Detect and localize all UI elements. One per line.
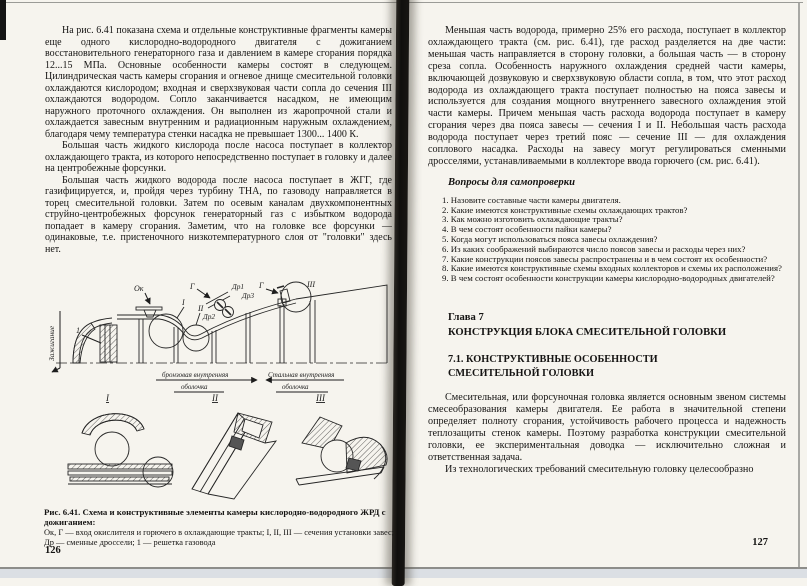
chapter-title: КОНСТРУКЦИЯ БЛОКА СМЕСИТЕЛЬНОЙ ГОЛОВКИ: [448, 326, 727, 338]
fig-label-ok: Ок: [134, 284, 144, 293]
fig-label-g1: Г: [190, 282, 195, 291]
paragraph: На рис. 6.41 показана схема и отдельные конструктивные фрагменты камеры еще одного кислородно-водородного двигателя с дожиганием восстановительного генераторного газа и давлением в камере сгорания порядка 12...15 МПа. Основные особенности камеры состоят в следующем. Цилиндрическая часть камеры сгорания и огневое днище смесительной головки охлаждаются кислородом; входная и сверхзвуковая части сопла до сечения III охлаждаются водородом. Сопло заканчивается насадком, не имеющим наружного проточного охлаждения. Он выполнен из жаропрочной стали и охлаждается завесным внутренним и радиационным наружным охлаждением, благодаря чему температура стенки насадка не превышает 1300... 1400 К.: [45, 25, 392, 140]
fig-label-ignition: Зажигание: [47, 325, 56, 361]
fig-label-dr2: Др2: [203, 312, 216, 321]
figure-6-41: [44, 281, 394, 548]
section-heading-line1: 7.1. КОНСТРУКТИВНЫЕ ОСОБЕННОСТИ: [448, 353, 658, 365]
fig-label-section-1: I: [182, 298, 185, 307]
question-item: 3. Как можно изготовить охлаждающие тракты?: [442, 214, 623, 225]
fig-roman-1: I: [106, 393, 109, 403]
fig-label-bronze-shell: бронзовая внутренняя: [162, 371, 229, 379]
question-item: 6. Из каких соображений выбираются число поясов завесы и расходы через них?: [442, 243, 746, 254]
fig-roman-2: II: [212, 393, 218, 403]
paragraph: Из технологических требований смесительную головку целесообразно: [445, 463, 754, 475]
fig-label-dr3: Др3: [242, 291, 255, 300]
fig-label-steel-shell: Стальная внутренняя: [268, 371, 335, 379]
scan-corner-mark: [0, 0, 6, 40]
schematic-chamber-contour: [56, 285, 390, 363]
question-item: 1. Назовите составные части камеры двигателя.: [442, 194, 621, 205]
fig-roman-3: III: [316, 393, 325, 403]
figure-detail-section-3: [296, 417, 387, 485]
question-item: 2. Какие имеются конструктивные схемы охлаждающих трактов?: [442, 204, 688, 215]
fig-label-section-2: II: [198, 304, 204, 313]
paragraph: Смесительная, или форсуночная головка является основным звеном системы смесеобразования камеры двигателя. Ее работа в значительной степени определяет полноту сгорания, устойчивость рабочего процесса и надежность теплозащиты стенок камеры. Поэтому разработка конструкции смесительной головки, ее экспериментальная доводка — исключительно сложная и ответственная задача.: [428, 391, 786, 463]
question-item: 4. В чем состоят особенности пайки камеры?: [442, 224, 612, 235]
question-item: 8. Какие имеются конструктивные схемы входных коллекторов и схемы их расположения?: [442, 263, 782, 274]
right-page-number: 127: [752, 537, 768, 548]
section-body-text: [428, 392, 786, 476]
paragraph: Большая часть жидкого кислорода после насоса поступает в коллектор охлаждающего тракта, из которого непосредственно поступает в головку и далее на центробежные форсунки.: [45, 140, 392, 174]
section-heading: [448, 353, 786, 381]
figure-6-41-drawing: [44, 281, 394, 500]
self-check-heading: Вопросы для самопроверки: [448, 176, 575, 188]
question-item: 7. Какие конструкции поясов завесы распространены и в чем состоят их особенности?: [442, 253, 768, 264]
chapter-label: Глава 7: [448, 311, 484, 323]
figure-caption-legend: Ок, Г — вход окислителя и горючего в охлаждающие тракты; I, II, III — сечения установки завес; Др — сменные дроссели; 1 — решетка газовода: [44, 528, 394, 547]
self-check-questions: [428, 196, 786, 284]
right-page-body-text: [428, 25, 786, 535]
figure-caption-title: Рис. 6.41. Схема и конструктивные элементы камеры кислородно-водородного ЖРД с дожиганием:: [44, 507, 386, 528]
figure-detail-section-2: [192, 413, 276, 499]
fig-label-section-3: III: [307, 281, 315, 289]
left-page-body-text: [45, 25, 392, 281]
paragraph: Меньшая часть водорода, примерно 25% его расхода, поступает в коллектор охлаждающего тракта (см. рис. 6.41), где расход разделяется на две части: меньшая часть направляется в сторону головки, а большая часть — в сторону среза сопла. Особенность наружного охлаждения средней части камеры, включающей дозвуковую и сверхзвуковую области сопла, в том, что этот расход водорода из охлаждающего тракта поступает полностью на пояса завесы и используется для создания мощного внутреннего завесного охлаждения этой части камеры. Причем меньшая часть расхода водорода поступает в камеру сгорания через два пояса завесы — сечения I и II. Небольшая часть расхода водорода поступает через третий пояс — сечение III — для охлаждения соплового насадка. Расходы на завесу могут регулироваться сменными дросселями, устанавливаемыми в коллекторе ввода горючего (см. рис. 6.41).: [428, 25, 786, 167]
scan-edge-right: [798, 3, 800, 567]
question-item: 9. В чем состоят особенности конструкции камеры кислородно-водородных двигателей?: [442, 273, 775, 284]
figure-detail-section-1: [68, 414, 173, 487]
paragraph: Большая часть жидкого водорода после насоса поступает в ЖГГ, где газифицируется, и, пройдя через турбину ТНА, по газоводу направляется в торец смесительной головки. Затем по осевым каналам двухкомпонентных струйно-центробежных форсунок генераторный газ с избытком водорода попадает в камеру сгорания. Заметим, что на головке все форсунки — одинаковые, т.е. пристеночного низкотемпературного слоя от "головки" здесь нет.: [45, 174, 392, 255]
fig-label-dr1: Др1: [232, 282, 245, 291]
chapter-heading: [448, 310, 786, 340]
fig-label-steel-shell-2: оболочка: [282, 383, 309, 391]
book-gutter-shadow: [392, 0, 410, 586]
question-item: 5. Когда могут использоваться пояса завесы охлаждения?: [442, 233, 658, 244]
section-heading-line2: СМЕСИТЕЛЬНОЙ ГОЛОВКИ: [448, 367, 594, 379]
left-page-number: 126: [45, 545, 61, 556]
fig-label-part1: 1: [76, 326, 80, 335]
fig-label-g2: Г: [259, 281, 264, 290]
fig-label-bronze-shell-2: оболочка: [181, 383, 208, 391]
